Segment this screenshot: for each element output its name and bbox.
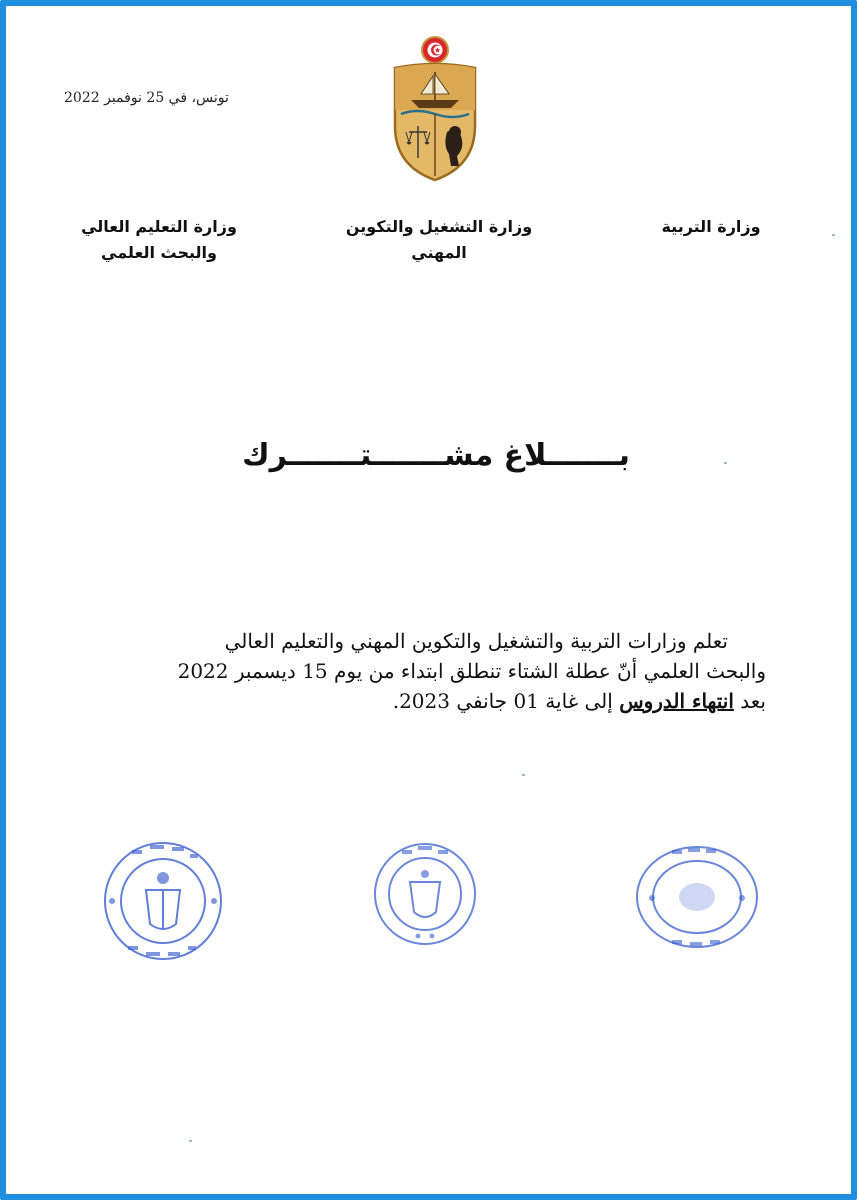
tunisia-coat-of-arms-icon — [387, 34, 483, 184]
ministry-education-line1: وزارة التربية — [661, 217, 761, 236]
scan-speck — [522, 774, 525, 776]
communique-title: بـــــــلاغ مشـــــــتـــــــرك — [242, 438, 630, 473]
body-line-2: والبحث العلمي أنّ عطلة الشتاء تنطلق ابتداء من يوم 15 ديسمبر 2022 — [177, 659, 766, 683]
body-line-3-emphasis: انتهاء الدروس — [619, 689, 734, 713]
ministry-education — [646, 214, 776, 240]
body-line-1-text: تعلم وزارات التربية والتشغيل والتكوين المهني والتعليم العالي — [224, 629, 728, 653]
body-line-3-before: بعد — [740, 689, 766, 713]
ministry-employment — [324, 214, 554, 266]
communique-body — [106, 626, 766, 716]
stamp-ministry-employment-icon — [370, 838, 480, 950]
stamp-ministry-higher-education-icon — [98, 838, 228, 964]
document-date: تونس، في 25 نوفمبر 2022 — [64, 90, 229, 106]
ministry-higher-education-line2: والبحث العلمي — [101, 243, 217, 262]
body-line-1 — [106, 626, 766, 656]
stamp-ministry-education-icon — [632, 842, 762, 952]
ministry-higher-education — [54, 214, 264, 266]
body-line-3 — [106, 686, 766, 716]
ministry-higher-education-line1: وزارة التعليم العالي — [81, 217, 237, 236]
scan-speck — [724, 462, 727, 464]
ministry-employment-line1: وزارة التشغيل والتكوين — [345, 217, 533, 236]
body-line-3-after: إلى غاية 01 جانفي 2023. — [392, 689, 613, 713]
ministry-employment-line2: المهني — [411, 243, 467, 262]
scan-speck — [832, 234, 835, 236]
scan-speck — [189, 1140, 192, 1142]
